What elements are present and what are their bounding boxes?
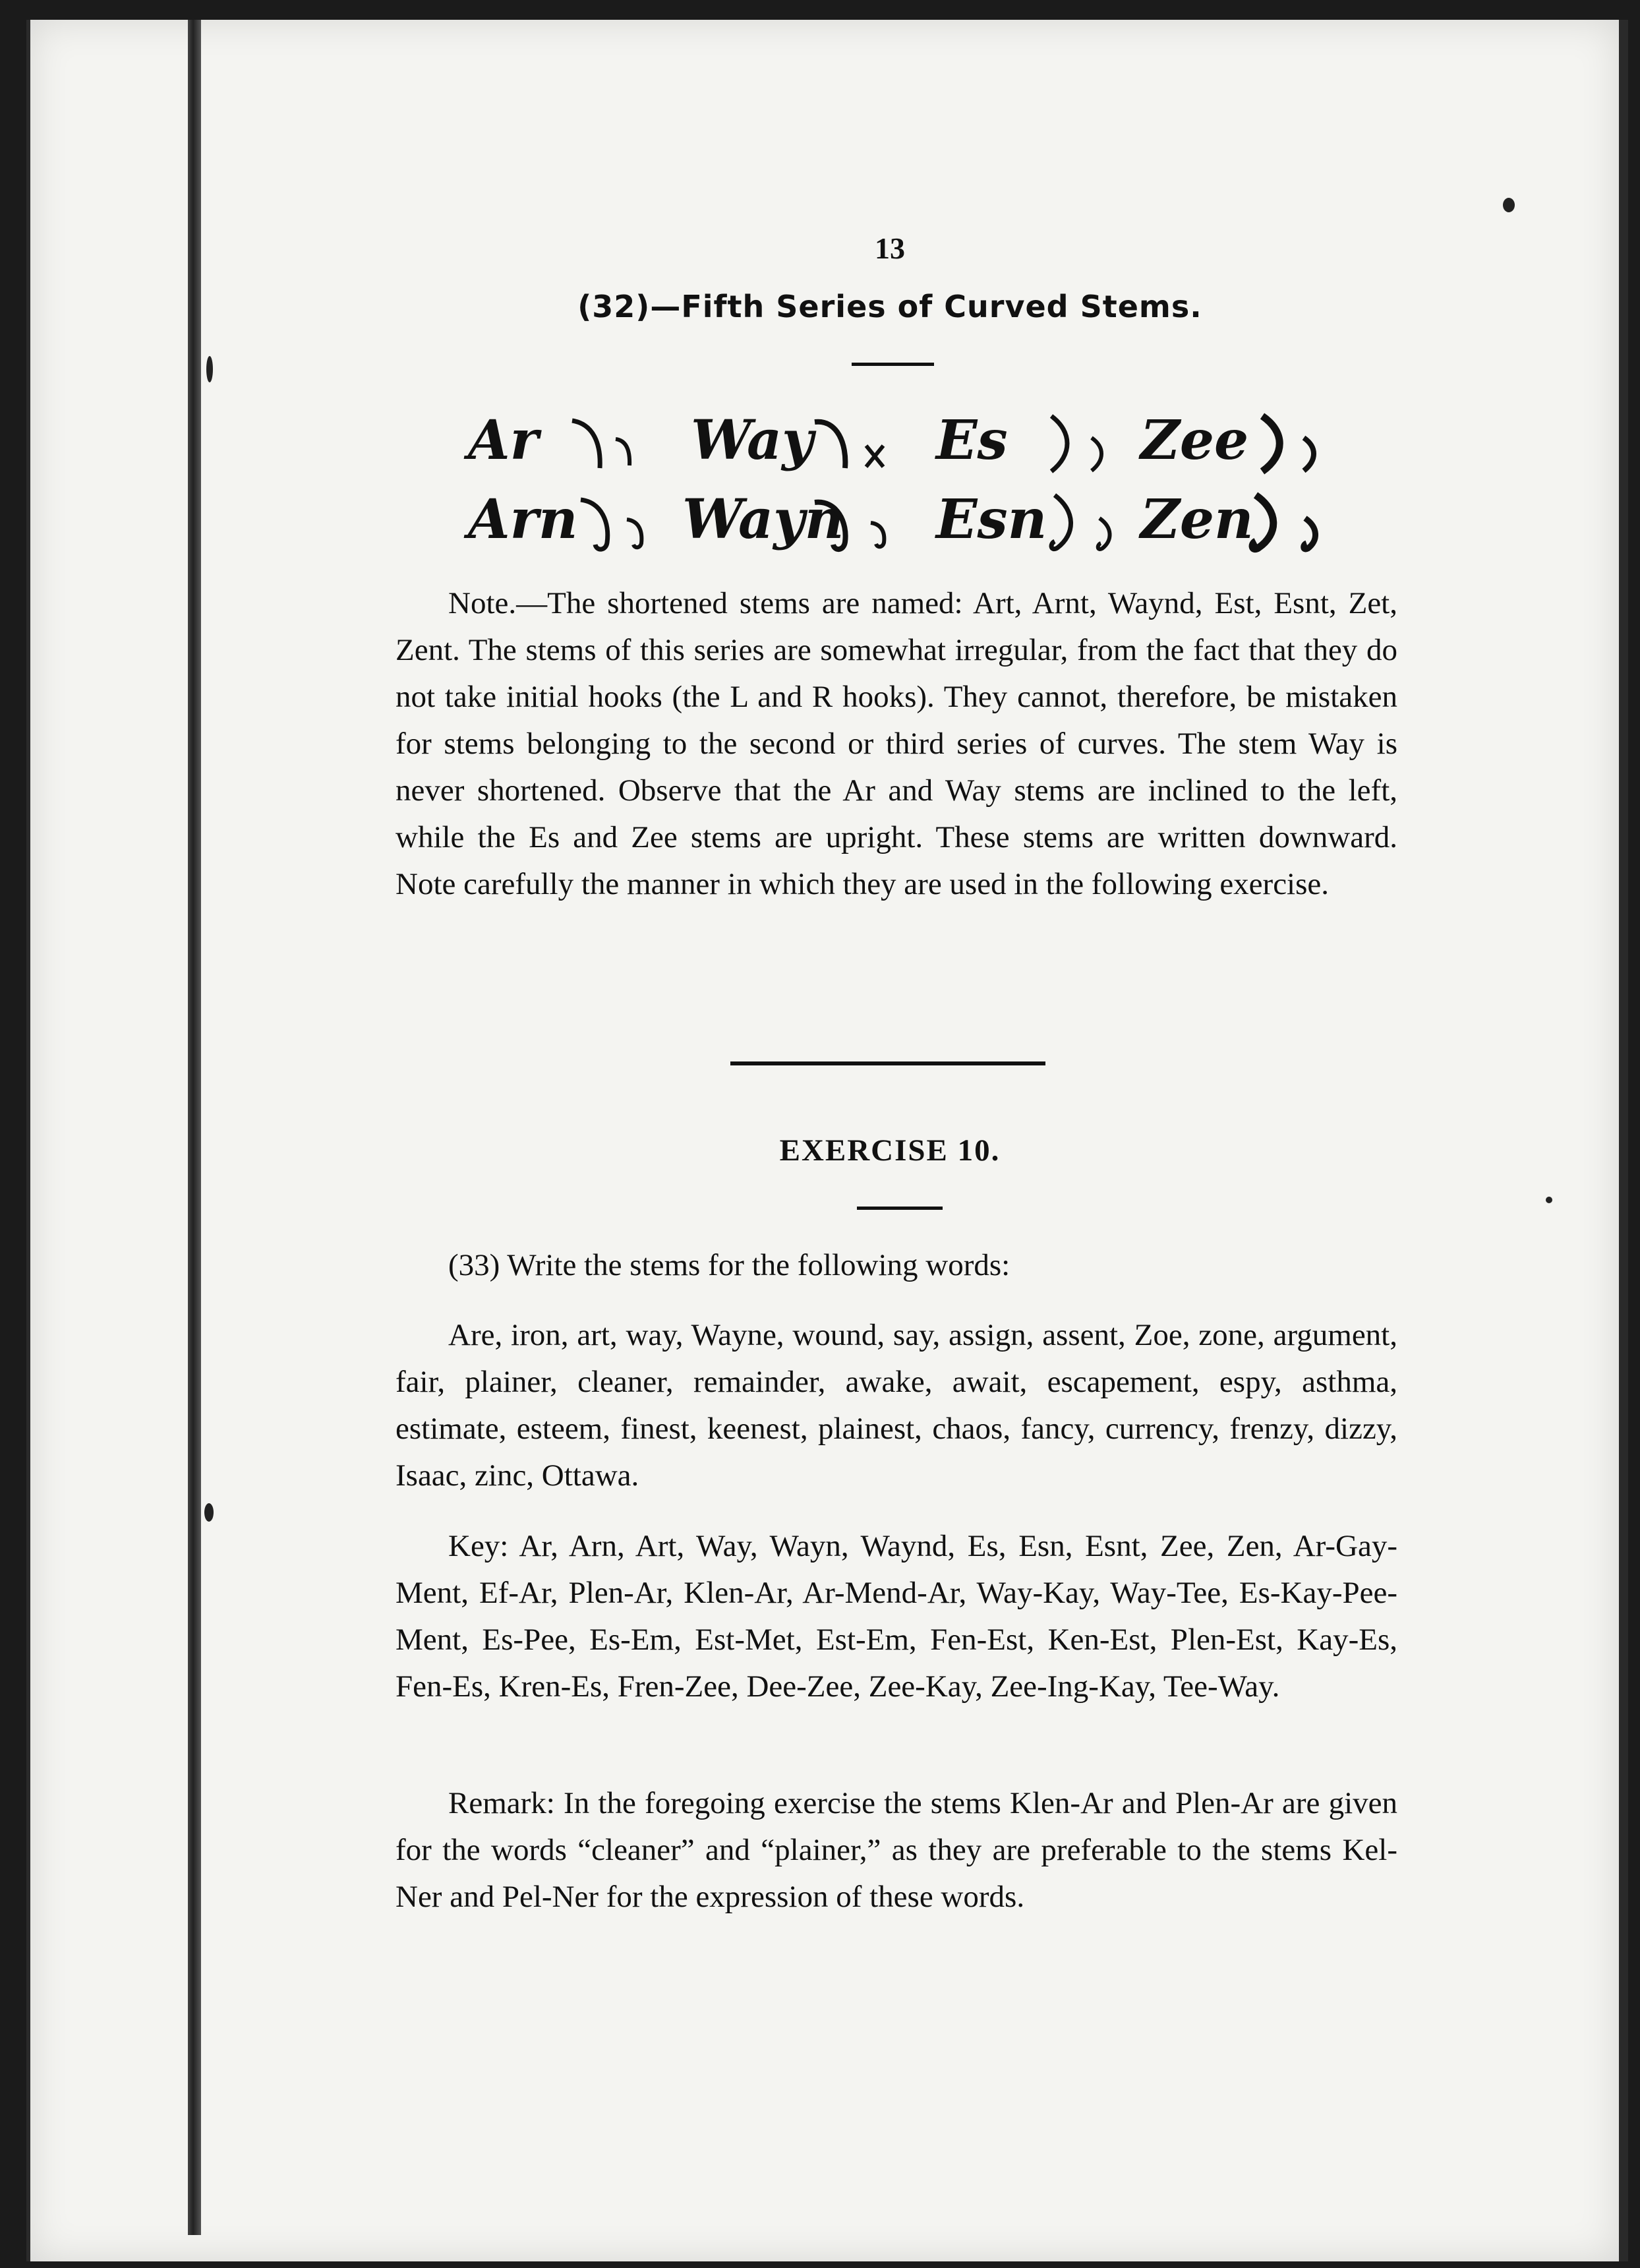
- word-list: [395, 1312, 1397, 1499]
- section-divider: [730, 1061, 1045, 1065]
- note-text: Note.—The shortened stems are named: Art, Arnt, Waynd, Est, Esnt, Zet, Zent. The stems of this series are somewhat irregular, from the fact that they do not take initial hooks (the L and R hooks). They cannot, therefore, be mistaken for stems belonging to the second or third series of curves. The stem Way is never shortened. Observe that the Ar and Way stems are inclined to the left, while the Es and Zee stems are upright. These stems are written downward. Note carefully the manner in which they are used in the following exercise.: [395, 586, 1397, 901]
- stem-way-cross-icon: [862, 440, 889, 473]
- stem-wayn-curve-icon: [811, 493, 854, 556]
- stem-esn-curve-icon: [1048, 491, 1084, 554]
- scan-speck: [1503, 198, 1515, 212]
- stem-label-zee: Zee: [1140, 409, 1249, 472]
- stem-zen-curve-icon: [1249, 491, 1285, 554]
- stem-est-short-curve-icon: [1086, 434, 1109, 473]
- title-divider: [852, 363, 934, 366]
- stem-row-hooked: [461, 488, 1384, 560]
- remark-paragraph: [395, 1780, 1397, 1921]
- stem-zent-short-curve-icon: [1300, 514, 1326, 554]
- stem-waynd-short-curve-icon: [867, 518, 893, 551]
- exercise-heading: EXERCISE 10.: [779, 1133, 1001, 1168]
- stem-arnt-short-curve-icon: [623, 514, 653, 554]
- stem-label-esn: Esn: [936, 488, 1047, 551]
- scan-speck: [206, 356, 213, 382]
- page-gutter: [188, 20, 201, 2235]
- scan-speck: [1546, 1197, 1552, 1203]
- stem-row-long: [461, 409, 1384, 481]
- stem-label-arn: Arn: [468, 488, 578, 551]
- remark-text: Remark: In the foregoing exercise the stems Klen-Ar and Plen-Ar are given for the words “cleaner” and “plainer,” as they are preferable to the stems Kel-Ner and Pel-Ner for the expression of these words.: [395, 1786, 1397, 1914]
- scan-speck: [204, 1503, 214, 1522]
- stem-es-curve-icon: [1045, 412, 1078, 475]
- stem-label-wayn: Wayn: [682, 488, 844, 551]
- section-title: (32)—Fifth Series of Curved Stems.: [577, 289, 1202, 324]
- word-list-text: Are, iron, art, way, Wayne, wound, say, assign, assent, Zoe, zone, argument, fair, plainer, cleaner, remainder, awake, await, escapement, espy, asthma, estimate, esteem, finest, keenest, plainest, chaos, fancy, currency, frenzy, dizzy, Isaac, zinc, Ottawa.: [395, 1318, 1397, 1493]
- stem-label-way: Way: [691, 409, 813, 472]
- stem-zee-curve-icon: [1256, 412, 1289, 475]
- exercise-divider: [857, 1207, 943, 1210]
- note-paragraph: [395, 580, 1397, 908]
- answer-key-text: Key: Ar, Arn, Art, Way, Wayn, Waynd, Es, Esn, Esnt, Zee, Zen, Ar-Gay-Ment, Ef-Ar, Plen-Ar, Klen-Ar, Ar-Mend-Ar, Way-Kay, Way-Tee, Es-Kay-Pee-Ment, Es-Pee, Es-Em, Est-Met, Est-Em, Fen-Est, Ken-Est, Plen-Est, Kay-Es, Fen-Es, Kren-Es, Fren-Zee, Dee-Zee, Zee-Kay, Zee-Ing-Kay, Tee-Way.: [395, 1529, 1397, 1704]
- stem-ar-curve-icon: [567, 414, 606, 473]
- stem-label-es: Es: [936, 409, 1008, 472]
- exercise-instruction: [395, 1242, 1397, 1289]
- instruction-text: (33) Write the stems for the following words:: [448, 1248, 1010, 1282]
- stem-label-zen: Zen: [1140, 488, 1254, 551]
- stem-arn-curve-icon: [577, 493, 616, 556]
- stem-art-short-curve-icon: [612, 434, 638, 473]
- stem-way-curve-icon: [811, 414, 850, 473]
- stem-zet-short-curve-icon: [1299, 434, 1322, 473]
- stem-label-ar: Ar: [468, 409, 539, 472]
- stem-esnt-short-curve-icon: [1094, 514, 1121, 554]
- answer-key: [395, 1523, 1397, 1710]
- page-number: 13: [875, 231, 905, 265]
